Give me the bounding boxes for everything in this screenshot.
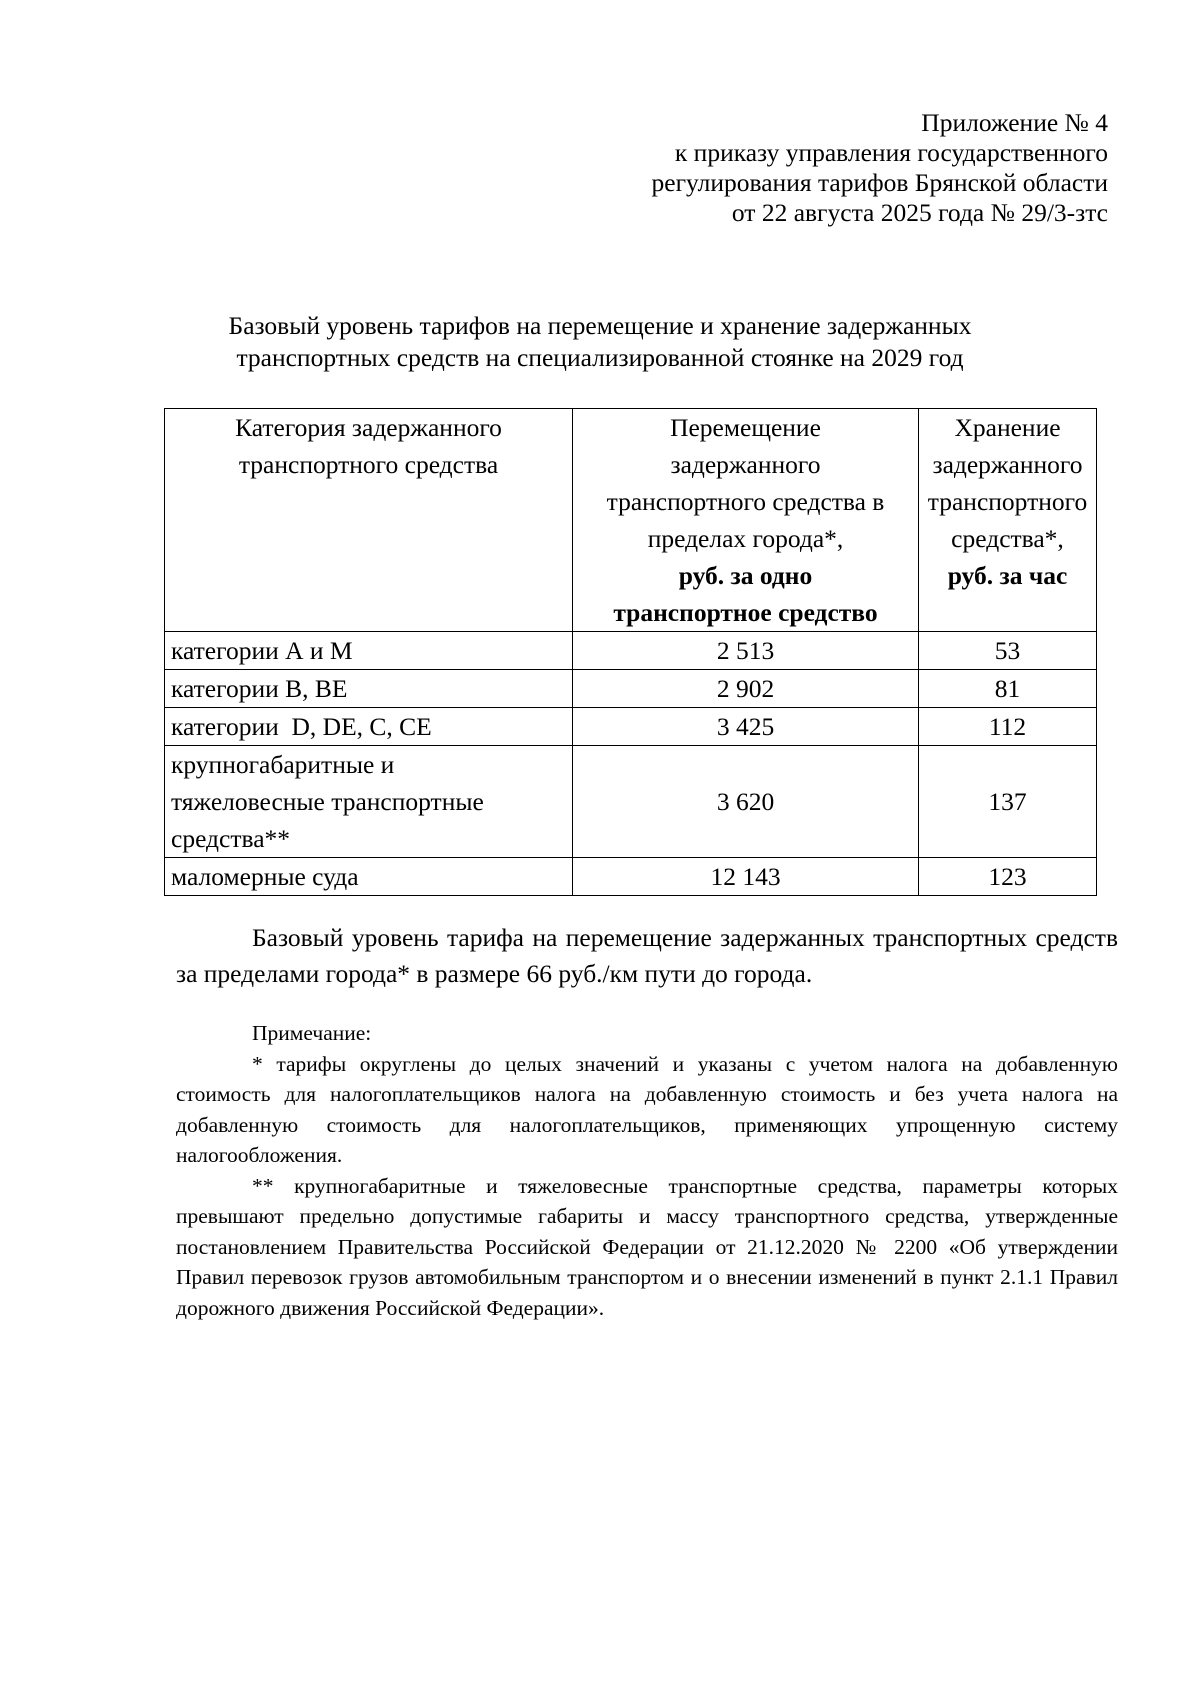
header-relocation-line-4: пределах города*, <box>647 524 844 553</box>
header-storage-line-2: задержанного <box>932 450 1083 479</box>
header-relocation-unit-2: транспортное средство <box>613 598 878 627</box>
header-relocation-line-3: транспортного средства в <box>606 487 885 516</box>
row-storage-price: 53 <box>919 632 1097 670</box>
note-1: * тарифы округлены до целых значений и указаны с учетом налога на добавленную стоимость для налогоплательщиков налога на добавленную стоимость и без учета налога на добавленную стоимость для налогоплательщиков, применяющих упрощенную систему налогообложения. <box>176 1051 1118 1167</box>
order-reference: к приказу управления государственного <box>674 138 1108 167</box>
table-row <box>165 708 1097 746</box>
appendix-number: Приложение № 4 <box>921 108 1108 137</box>
table-header-row <box>165 409 1097 632</box>
tariff-table <box>164 408 1097 896</box>
header-storage-line-3: транспортного <box>927 487 1088 516</box>
title-line-1: Базовый уровень тарифов на перемещение и хранение задержанных <box>228 311 972 340</box>
row-category: маломерные суда <box>165 858 573 896</box>
row-storage-price: 81 <box>919 670 1097 708</box>
header-storage-line-4: средства*, <box>951 524 1064 553</box>
row-relocation-price: 2 513 <box>573 632 919 670</box>
document-header <box>652 108 1109 228</box>
table-row <box>165 632 1097 670</box>
table-row <box>165 746 1097 858</box>
row-category-line-2: тяжеловесные транспортные <box>171 787 484 816</box>
order-date: от 22 августа 2025 года № 29/3-зтс <box>731 198 1108 227</box>
header-storage-unit: руб. за час <box>947 561 1068 590</box>
table-row <box>165 670 1097 708</box>
row-category: категории В, ВЕ <box>165 670 573 708</box>
header-storage <box>919 409 1097 632</box>
header-category-line-2: транспортного средства <box>238 450 499 479</box>
table-row <box>165 858 1097 896</box>
header-relocation-unit-1: руб. за одно <box>678 561 813 590</box>
notes-section <box>176 1018 1118 1323</box>
header-relocation <box>573 409 919 632</box>
row-storage-price: 112 <box>919 708 1097 746</box>
row-category-line-1: крупногабаритные и <box>171 750 395 779</box>
row-relocation-price: 12 143 <box>573 858 919 896</box>
row-category-line-3: средства** <box>171 824 291 853</box>
row-storage-price: 137 <box>919 746 1097 858</box>
header-relocation-line-2: задержанного <box>670 450 821 479</box>
row-relocation-price: 2 902 <box>573 670 919 708</box>
row-storage-price: 123 <box>919 858 1097 896</box>
header-relocation-line-1: Перемещение <box>670 413 821 442</box>
note-2: ** крупногабаритные и тяжеловесные транспортные средства, параметры которых превышают предельно допустимые габариты и массу транспортного средства, утвержденные постановлением Правительства Российской Федерации от 21.12.2020 № 2200 «Об утверждении Правил перевозок грузов автомобильным транспортом и о внесении изменений в пункт 2.1.1 Правил дорожного движения Российской Федерации». <box>176 1173 1118 1320</box>
notes-title: Примечание: <box>252 1021 372 1045</box>
title-line-2: транспортных средств на специализированной стоянке на 2029 год <box>236 343 964 372</box>
header-storage-line-1: Хранение <box>954 413 1061 442</box>
issuing-authority: регулирования тарифов Брянской области <box>651 168 1108 197</box>
header-category <box>165 409 573 632</box>
header-category-line-1: Категория задержанного <box>235 413 502 442</box>
row-relocation-price: 3 425 <box>573 708 919 746</box>
row-category: категории D, DE, C, CE <box>165 708 573 746</box>
base-tariff-paragraph: Базовый уровень тарифа на перемещение задержанных транспортных средств за пределами города* в размере 66 руб./км пути до города. <box>176 923 1118 988</box>
row-category <box>165 746 573 858</box>
document-title <box>160 310 1040 374</box>
row-relocation-price: 3 620 <box>573 746 919 858</box>
row-category: категории А и М <box>165 632 573 670</box>
